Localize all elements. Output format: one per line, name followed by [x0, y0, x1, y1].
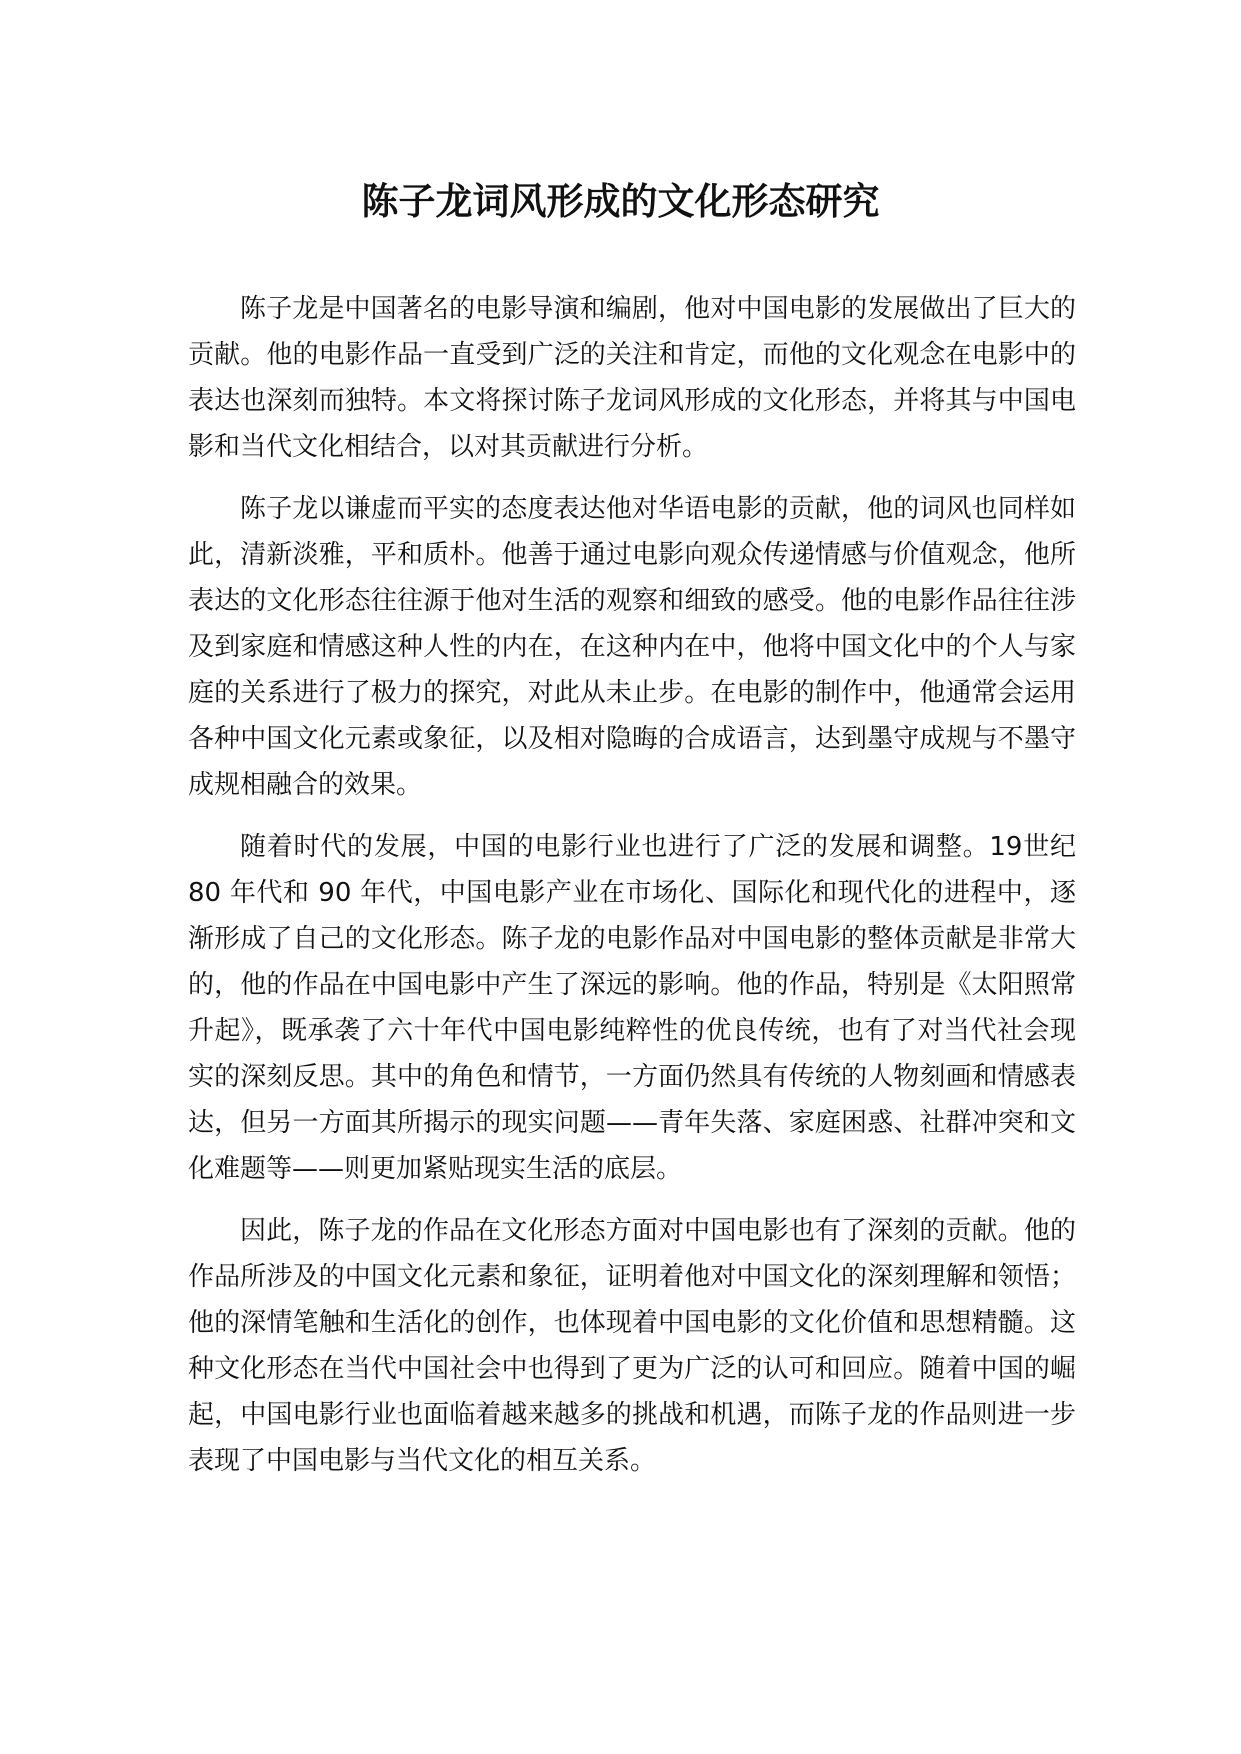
paragraph-4: 因此，陈子龙的作品在文化形态方面对中国电影也有了深刻的贡献。他的作品所涉及的中国文化元素和象征，证明着他对中国文化的深刻理解和领悟；他的深情笔触和生活化的创作，也体现着中国电影的文化价值和思想精髓。这种文化形态在当代中国社会中也得到了更为广泛的认可和回应。随着中国的崛起，中国电影行业也面临着越来越多的挑战和机遇，而陈子龙的作品则进一步表现了中国电影与当代文化的相互关系。	[188, 1216, 1076, 1476]
document-title: 陈子龙词风形成的文化形态研究	[361, 180, 880, 223]
paragraph-2: 陈子龙以谦虚而平实的态度表达他对华语电影的贡献，他的词风也同样如此，清新淡雅，平和质朴。他善于通过电影向观众传递情感与价值观念，他所表达的文化形态往往源于他对生活的观察和细致的感受。他的电影作品往往涉及到家庭和情感这种人性的内在，在这种内在中，他将中国文化中的个人与家庭的关系进行了极力的探究，对此从未止步。在电影的制作中，他通常会运用各种中国文化元素或象征，以及相对隐晦的合成语言，达到墨守成规与不墨守成规相融合的效果。	[188, 494, 1076, 800]
document-body	[188, 286, 1076, 1500]
paragraph-3: 随着时代的发展，中国的电影行业也进行了广泛的发展和调整。19世纪 80 年代和 90 年代，中国电影产业在市场化、国际化和现代化的进程中，逐渐形成了自己的文化形态。陈子龙的电影作品对中国电影的整体贡献是非常大的，他的作品在中国电影中产生了深远的影响。他的作品，特别是《太阳照常升起》，既承袭了六十年代中国电影纯粹性的优良传统，也有了对当代社会现实的深刻反思。其中的角色和情节，一方面仍然具有传统的人物刻画和情感表达，但另一方面其所揭示的现实问题——青年失落、家庭困惑、社群冲突和文化难题等——则更加紧贴现实生活的底层。	[188, 832, 1076, 1184]
paragraph-1: 陈子龙是中国著名的电影导演和编剧，他对中国电影的发展做出了巨大的贡献。他的电影作品一直受到广泛的关注和肯定，而他的文化观念在电影中的表达也深刻而独特。本文将探讨陈子龙词风形成的文化形态，并将其与中国电影和当代文化相结合，以对其贡献进行分析。	[188, 294, 1076, 462]
